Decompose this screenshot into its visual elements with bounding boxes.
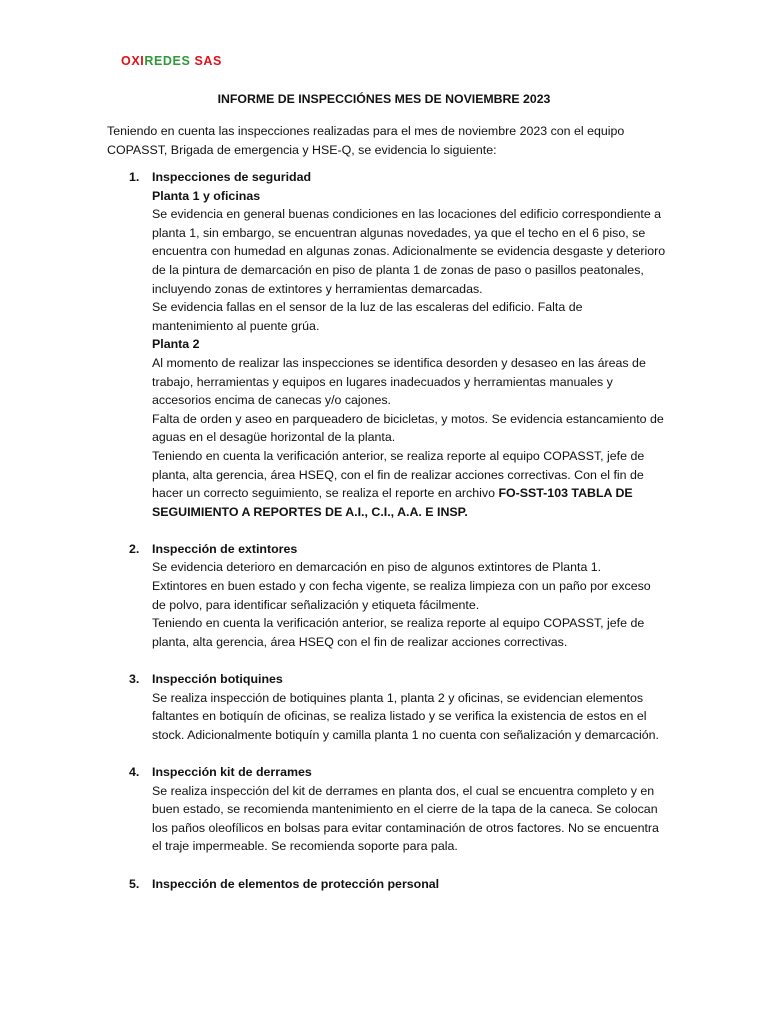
section-heading: Inspecciones de seguridad (152, 170, 312, 184)
section-number: 5. (129, 876, 140, 891)
intro-text: Teniendo en cuenta las inspecciones realizadas para el mes de noviembre 2023 con el equipo COPASST, Brigada de emergencia y HSE-Q, se evidencia lo siguiente: (107, 124, 625, 157)
logo-part-oxi: OXI (121, 54, 145, 68)
section-inspeccion-kit-derrames (107, 763, 667, 856)
section-heading: Inspección de extintores (152, 541, 298, 556)
paragraph: Se evidencia fallas en el sensor de la luz de las escaleras del edificio. Falta de mantenimiento al puente grúa. (152, 300, 583, 333)
paragraph: Falta de orden y aseo en parqueadero de bicicletas, y motos. Se evidencia estancamiento de aguas en el desagüe horizontal de la planta. (152, 411, 664, 445)
paragraph (152, 447, 667, 521)
subheading-planta-1: Planta 1 y oficinas (152, 188, 261, 203)
section-number: 3. (129, 672, 140, 687)
section-number: 4. (129, 765, 140, 779)
subheading-planta-2: Planta 2 (152, 337, 200, 352)
report-title: INFORME DE INSPECCIÓNES MES DE NOVIEMBRE 2023 (217, 92, 551, 106)
intro-paragraph (107, 122, 667, 159)
paragraph: Se realiza inspección de botiquines planta 1, planta 2 y oficinas, se evidencian elementos faltantes en botiquín de oficinas, se realiza listado y se verifica la existencia de estos en el stock. Adicionalmente botiquín y camilla planta 1 no cuenta con señalización y demarcación. (152, 690, 659, 742)
section-number: 1. (129, 170, 140, 184)
paragraph: Se evidencia en general buenas condiciones en las locaciones del edificio correspondiente a planta 1, sin embargo, se encuentran algunas novedades, ya que el techo en el 6 piso, se encuentra con humedad en algunas zonas. Adicionalmente se evidencia desgaste y deterioro de la pintura de demarcación en piso de planta 1 de zonas de paso o pasillos peatonales, incluyendo zonas de extintores y herramientas demarcadas. (152, 207, 666, 296)
paragraph-text: Teniendo en cuenta la verificación anterior, se realiza reporte al equipo COPASST, jefe de planta, alta gerencia, área HSEQ, con el fin de realizar acciones correctivas. Con el fin de hacer un correcto seguimiento, se realiza el reporte en archivo (152, 448, 645, 501)
section-inspeccion-extintores (107, 540, 667, 652)
paragraph: Al momento de realizar las inspecciones se identifica desorden y desaseo en las áreas de trabajo, herramientas y equipos en lugares inadecuados y herramientas manuales y accesorios encima de canecas y/o cajones. (152, 355, 646, 408)
section-inspeccion-epp (107, 875, 667, 894)
section-number: 2. (129, 541, 140, 556)
company-logo (121, 54, 222, 68)
paragraph: Se evidencia deterioro en demarcación en piso de algunos extintores de Planta 1. (152, 560, 602, 575)
section-inspecciones-seguridad (107, 168, 667, 521)
section-heading: Inspección de elementos de protección personal (152, 876, 440, 891)
file-reference: FO-SST-103 TABLA DE SEGUIMIENTO A REPORTES DE A.I., C.I., A.A. E INSP. (152, 486, 633, 519)
paragraph: Se realiza inspección del kit de derrames en planta dos, el cual se encuentra completo y en buen estado, se recomienda mantenimiento en el cierre de la tapa de la caneca. Se colocan los paños oleofílicos en bolsas para evitar contaminación de otros factores. No se encuentra el traje impermeable. Se recomienda soporte para pala. (152, 783, 659, 854)
logo-part-sas: SAS (190, 54, 222, 68)
sections-list (107, 168, 667, 912)
section-heading: Inspección kit de derrames (152, 765, 312, 779)
section-heading: Inspección botiquines (152, 672, 283, 687)
paragraph: Extintores en buen estado y con fecha vigente, se realiza limpieza con un paño por exceso de polvo, para identificar señalización y etiqueta fácilmente. (152, 579, 651, 612)
logo-part-redes: REDES (144, 54, 191, 68)
paragraph: Teniendo en cuenta la verificación anterior, se realiza reporte al equipo COPASST, jefe de planta, alta gerencia, área HSEQ con el fin de realizar acciones correctivas. (152, 616, 645, 649)
section-inspeccion-botiquines (107, 670, 667, 744)
